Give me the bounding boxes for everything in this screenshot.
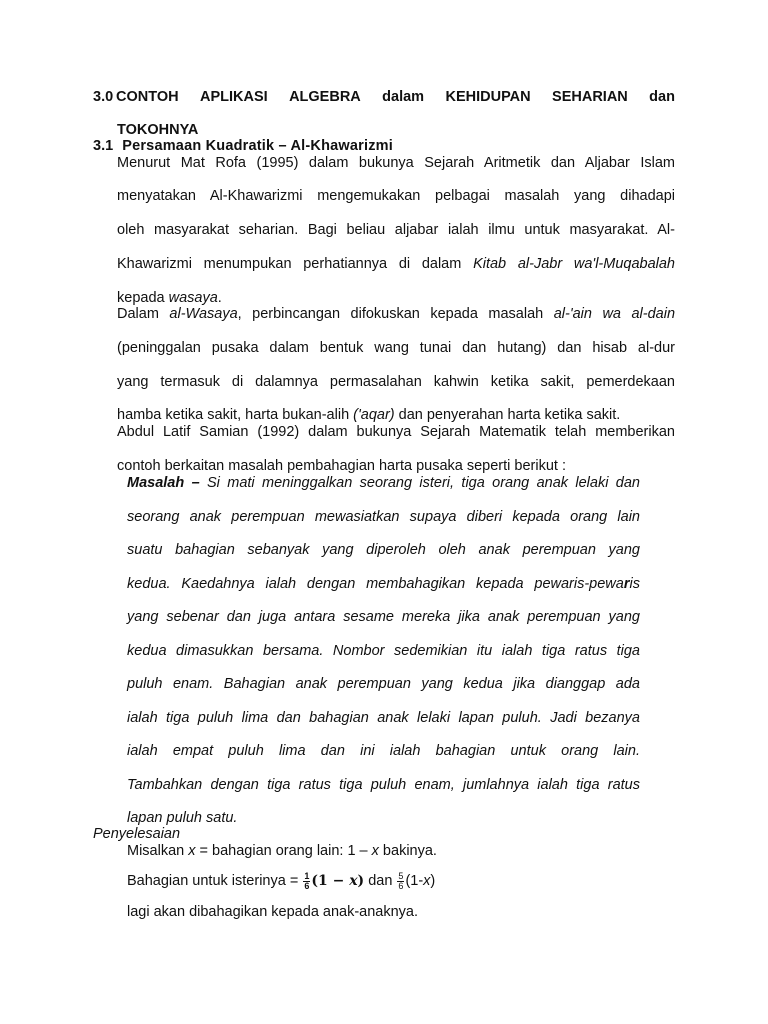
heading-word: SEHARIAN bbox=[552, 89, 628, 105]
paragraph-2-line: (peninggalan pusaka dalam bentuk wang tunai dan hutang) dan hisab al-dur bbox=[117, 340, 675, 356]
heading-word: ALGEBRA bbox=[289, 89, 361, 105]
solution-label: Penyelesaian bbox=[93, 826, 181, 842]
section-number: 3.0 bbox=[93, 89, 114, 105]
book-title: Kitab al-Jabr wa'l-Muqabalah bbox=[473, 256, 675, 272]
quote-line: suatu bahagian sebanyak yang diperoleh oleh anak perempuan yang bbox=[127, 542, 640, 558]
solution-line-3: lagi akan dibahagikan kepada anak-anaknya. bbox=[127, 904, 419, 920]
heading-word: KEHIDUPAN bbox=[445, 89, 531, 105]
paragraph-1-line: Menurut Mat Rofa (1995) dalam bukunya Sejarah Aritmetik dan Aljabar Islam bbox=[117, 155, 675, 171]
solution-line-2: Bahagian untuk isterinya = $\frac{1}{6}$ (1 − x) dan $\frac{5}{6}$ (1-x) bbox=[127, 870, 436, 891]
paragraph-2-line: yang termasuk di dalamnya permasalahan kahwin ketika sakit, pemerdekaan bbox=[117, 374, 675, 390]
fraction-five-sixths: $\frac{5}{6}$ bbox=[398, 870, 404, 891]
quote-line: ialah tiga puluh lima dan bahagian anak lelaki lapan puluh. Jadi bezanya bbox=[127, 710, 640, 726]
expression-one-minus-x: (1 − x) bbox=[311, 873, 365, 889]
quote-line: seorang anak perempuan mewasiatkan supaya diberi kepada orang lain bbox=[127, 509, 640, 525]
subsection-title: Persamaan Kuadratik – Al-Khawarizmi bbox=[122, 138, 393, 154]
heading-word: APLIKASI bbox=[199, 89, 268, 105]
quote-line: Tambahkan dengan tiga ratus tiga puluh enam, jumlahnya ialah tiga ratus bbox=[127, 777, 640, 793]
quote-line: ialah empat puluh lima dan ini ialah bahagian untuk orang lain. bbox=[127, 743, 640, 759]
quote-line: yang sebenar dan juga antara sesame mereka jika anak perempuan yang bbox=[127, 609, 640, 625]
paragraph-2-line: Dalam al-Wasaya, perbincangan difokuskan kepada masalah al-'ain wa al-dain bbox=[117, 306, 676, 322]
heading-word: dalam bbox=[382, 89, 425, 105]
paragraph-1-line: menyatakan Al-Khawarizmi mengemukakan pelbagai masalah yang dihadapi bbox=[117, 188, 675, 204]
paragraph-1-line: Khawarizmi menumpukan perhatiannya di dalam Kitab al-Jabr wa'l-Muqabalah bbox=[117, 256, 675, 272]
quote-line: kedua dimasukkan bersama. Nombor sedemikian itu ialah tiga ratus tiga bbox=[127, 643, 640, 659]
heading-word: CONTOH bbox=[116, 89, 179, 105]
section-title-line1 bbox=[116, 88, 675, 106]
solution-line-1: Misalkan x = bahagian orang lain: 1 – x bakinya. bbox=[127, 843, 437, 859]
paragraph-3-line: contoh berkaitan masalah pembahagian harta pusaka seperti berikut : bbox=[117, 458, 566, 474]
paragraph-1-line: oleh masyarakat seharian. Bagi beliau aljabar ialah ilmu untuk masyarakat. Al- bbox=[117, 222, 675, 238]
section-title-line2: TOKOHNYA bbox=[117, 122, 199, 138]
paragraph-3-line: Abdul Latif Samian (1992) dalam bukunya Sejarah Matematik telah memberikan bbox=[117, 424, 675, 440]
quote-line: kedua. Kaedahnya ialah dengan membahagikan kepada pewaris-pewaris bbox=[127, 576, 640, 592]
quote-label: Masalah – bbox=[127, 475, 200, 491]
subsection-heading bbox=[93, 137, 393, 155]
quote-line: Masalah – Si mati meninggalkan seorang isteri, tiga orang anak lelaki dan bbox=[127, 475, 640, 491]
heading-word: dan bbox=[649, 89, 675, 105]
paragraph-1-line: kepada wasaya. bbox=[117, 290, 222, 306]
fraction-one-sixth: $\frac{1}{6}$ bbox=[304, 870, 310, 891]
paragraph-2-line: hamba ketika sakit, harta bukan-alih ('aqar) dan penyerahan harta ketika sakit. bbox=[117, 407, 621, 423]
quote-line: lapan puluh satu. bbox=[127, 810, 238, 826]
subsection-number: 3.1 bbox=[93, 138, 114, 154]
quote-line: puluh enam. Bahagian anak perempuan yang kedua jika dianggap ada bbox=[127, 676, 640, 692]
